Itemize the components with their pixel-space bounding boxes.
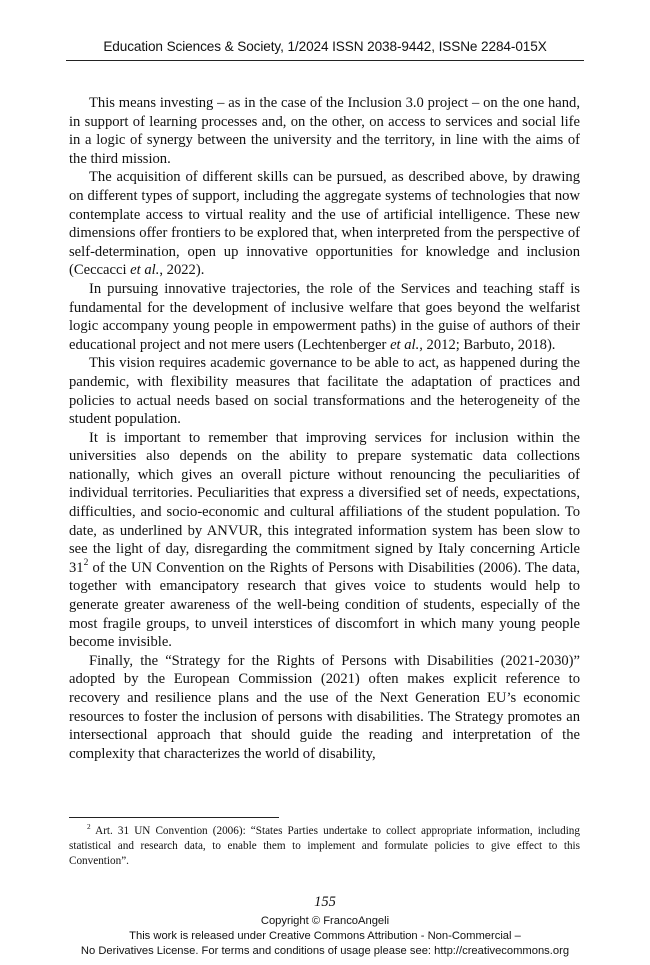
paragraph-6 xyxy=(69,652,580,764)
paragraph-5-text-b: of the UN Convention on the Rights of Persons with Disabilities (2006). The data, together with emancipatory research that gives voice to students would help to generate greater awareness of the well-being condition of students, especially of the most fragile groups, to unveil interstices of discomfort in which many young people become invisible. xyxy=(69,559,580,651)
paragraph-3-text-b: , 2012; Barbuto, 2018). xyxy=(419,336,556,353)
paragraph-5-text-a: It is important to remember that improving services for inclusion within the universities also depends on the ability to prepare systematic data collections nationally, which gives an overall picture without renouncing the peculiarities of individual territories. Peculiarities that express a diversified set of needs, expectations, difficulties, and socio-economic and cultural affiliations of the student population. To date, as underlined by ANVUR, this integrated information system has been slow to see the light of day, disregarding the commitment signed by Italy concerning Article 31 xyxy=(69,429,580,576)
paragraph-3-text-a: In pursuing innovative trajectories, the role of the Services and teaching staff is fundamental for the development of inclusive welfare that goes beyond the welfarist logic accompany young people in empowerment paths) in the guise of authors of their educational project and not mere users (Lechtenberger xyxy=(69,280,580,353)
copyright-line: Copyright © FrancoAngeli xyxy=(260,915,390,927)
paragraph-1 xyxy=(69,94,580,168)
paragraph-6-text: Finally, the “Strategy for the Rights of Persons with Disabilities (2021-2030)” adopted by the European Commission (2021) often makes explicit reference to recovery and resilience plans and the use of the Next Generation EU’s economic resources to foster the inclusion of persons with disabilities. The Strategy promotes an intersectional approach that should guide the reading and interpretation of the complexity that characterizes the world of disability, xyxy=(69,652,580,762)
copyright-notice xyxy=(0,914,650,958)
running-header: Education Sciences & Society, 1/2024 ISSN 2038-9442, ISSNe 2284-015X xyxy=(103,39,547,54)
license-line-2: No Derivatives License. For terms and conditions of usage please see: http://creativecommons.org xyxy=(80,944,570,957)
paragraph-2-text-b: , 2022). xyxy=(159,262,205,279)
footnote-2 xyxy=(69,824,580,869)
page-number: 155 xyxy=(314,894,336,910)
paragraph-3-et-al: et al. xyxy=(390,336,420,353)
body-text xyxy=(69,94,580,763)
paragraph-3 xyxy=(69,280,580,354)
footnote-text: Art. 31 UN Convention (2006): “States Parties undertake to collect appropriate information, including statistical and research data, to enable them to implement and formulate policies to give effect to this Convention”. xyxy=(69,825,580,867)
license-line-1: This work is released under Creative Commons Attribution - Non-Commercial – xyxy=(129,929,521,942)
paragraph-4-text: This vision requires academic governance to be able to act, as happened during the pandemic, with flexibility measures that facilitate the adaptation of practices and policies to actual needs based on social transformations and the heterogeneity of the student population. xyxy=(69,355,580,428)
footnote xyxy=(69,824,580,869)
footnote-marker: 2 xyxy=(87,822,91,831)
paragraph-1-text: This means investing – as in the case of the Inclusion 3.0 project – on the one hand, in support of learning processes and, on the other, on access to services and social life in a logic of synergy between the university and the territory, in line with the aims of the third mission. xyxy=(69,95,580,167)
footnote-rule xyxy=(69,817,279,818)
paragraph-2-text-a: The acquisition of different skills can be pursued, as described above, by drawing on different types of support, including the aggregate systems of technologies that now contemplate access to virtual reality and the use of artificial intelligence. These new dimensions offer frontiers to be explored that, when interpreted from the perspective of self-determination, open up innovative opportunities for knowledge and inclusion (Ceccacci xyxy=(69,169,580,279)
paragraph-2-et-al: et al. xyxy=(130,262,160,279)
paragraph-5 xyxy=(69,429,580,652)
footnote-ref[interactable]: 2 xyxy=(83,558,89,569)
paragraph-2 xyxy=(69,168,580,280)
paragraph-4 xyxy=(69,354,580,428)
header-rule xyxy=(66,60,584,61)
